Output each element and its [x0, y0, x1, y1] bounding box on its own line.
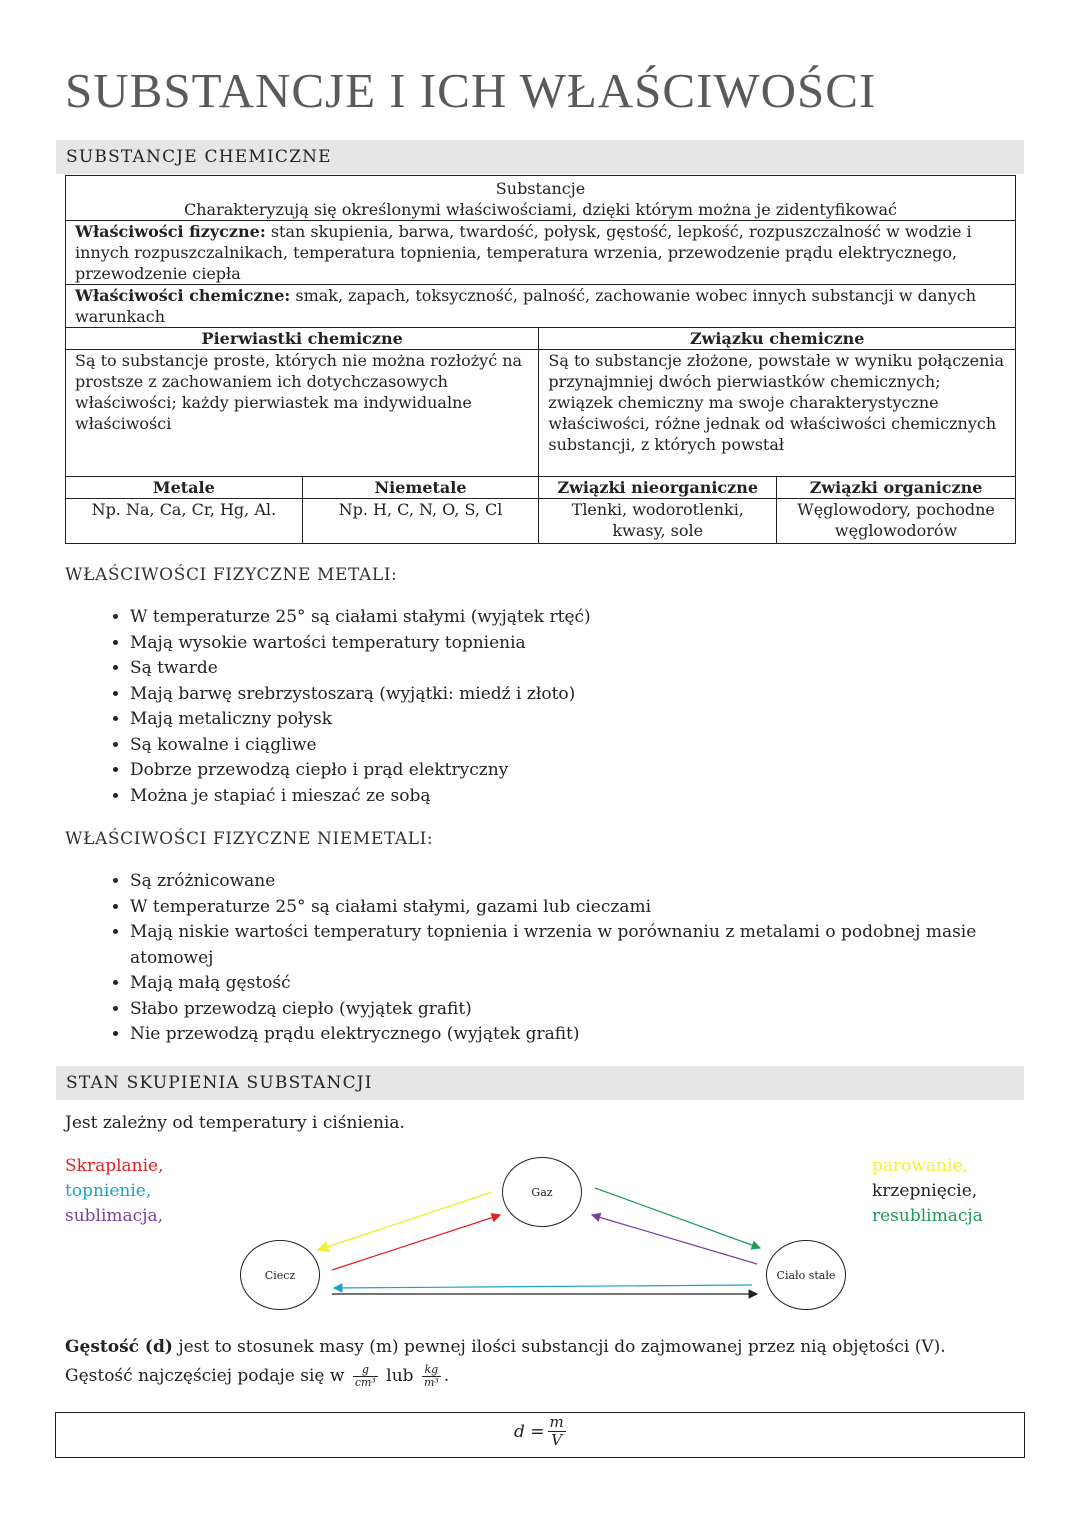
sublimation-arrow — [592, 1215, 757, 1264]
inorganic-examples: Tlenki, wodorotlenki, kwasy, sole — [539, 499, 777, 544]
unit-numerator: g — [353, 1364, 378, 1377]
solid-node: Ciało stałe — [766, 1240, 846, 1310]
nonmetals-properties-list — [90, 869, 1010, 1048]
elements-description: Są to substancje proste, których nie można rozłożyć na prostsze z zachowaniem ich dotychczasowych właściwości; każdy pierwiastek ma indywidualne właściwości — [66, 350, 539, 477]
legend-evaporation: parowanie, — [872, 1156, 968, 1176]
nonmetals-examples: Np. H, C, N, O, S, Cl — [302, 499, 539, 544]
legend-sublimation: sublimacja, — [65, 1206, 164, 1226]
physical-properties-label: Właściwości fizyczne: — [75, 222, 266, 241]
organic-heading: Związki organiczne — [777, 477, 1016, 499]
list-item: • Mają metaliczny połysk — [130, 707, 1010, 733]
metals-properties-list — [90, 605, 1010, 809]
chemical-properties-text: smak, zapach, toksyczność, palność, zachowanie wobec innych substancji w danych warunkach — [75, 286, 977, 326]
legend-resublimation: resublimacja — [872, 1206, 983, 1226]
list-item: • Można je stapiać i mieszać ze sobą — [130, 784, 1010, 810]
gas-node: Gaz — [502, 1157, 582, 1227]
legend-melting: topnienie, — [65, 1181, 152, 1201]
nonmetals-heading: Niemetale — [302, 477, 539, 499]
evaporation-arrow — [318, 1192, 492, 1250]
table-header-title: Substancje — [495, 179, 586, 198]
table-row — [66, 221, 1016, 285]
chemical-properties-cell — [66, 285, 1016, 328]
list-item: • Nie przewodzą prądu elektrycznego (wyjątek grafit) — [130, 1022, 1010, 1048]
inorganic-heading: Związki nieorganiczne — [539, 477, 777, 499]
liquid-node: Ciecz — [240, 1240, 320, 1310]
table-row — [66, 350, 1016, 477]
legend-condensation: Skraplanie, — [65, 1156, 164, 1176]
list-item: • Mają małą gęstość — [130, 971, 1010, 997]
density-or: lub — [380, 1366, 419, 1386]
table-row — [66, 499, 1016, 544]
metals-properties-heading: WŁAŚCIWOŚCI FIZYCZNE METALI: — [65, 565, 398, 585]
chemical-properties-label: Właściwości chemiczne: — [75, 286, 291, 305]
table-row — [66, 328, 1016, 350]
compounds-heading: Związku chemiczne — [539, 328, 1016, 350]
melting-arrow — [334, 1285, 752, 1288]
substances-table — [65, 175, 1016, 544]
metals-heading: Metale — [66, 477, 303, 499]
unit-g-per-cm3 — [353, 1364, 378, 1389]
section-title-state: STAN SKUPIENIA SUBSTANCJI — [66, 1073, 373, 1093]
elements-heading: Pierwiastki chemiczne — [66, 328, 539, 350]
list-item: • Są twarde — [130, 656, 1010, 682]
physical-properties-cell — [66, 221, 1016, 285]
table-header-desc: Charakteryzują się określonymi właściwościami, dzięki którym można je zidentyfikować — [184, 200, 897, 219]
condensation-arrow — [332, 1215, 500, 1270]
legend-solidification: krzepnięcie, — [872, 1181, 978, 1201]
density-term: Gęstość (d) — [65, 1337, 173, 1357]
formula-numerator: m — [549, 1413, 564, 1431]
density-formula-box — [55, 1412, 1025, 1458]
list-item: • W temperaturze 25° są ciałami stałymi, gazami lub cieczami — [130, 895, 1010, 921]
section-band-state — [56, 1066, 1024, 1100]
unit-kg-per-m3 — [422, 1364, 441, 1389]
list-item: • Słabo przewodzą ciepło (wyjątek grafit) — [130, 997, 1010, 1023]
list-item: • Są kowalne i ciągliwe — [130, 733, 1010, 759]
density-text: jest to stosunek masy (m) pewnej ilości substancji do zajmowanej przez nią objętości (V). Gęstość najczęściej podaje się w — [65, 1337, 946, 1386]
table-header-cell — [66, 176, 1016, 221]
unit-denominator: cm³ — [354, 1376, 376, 1389]
table-row — [66, 477, 1016, 499]
unit-denominator: m³ — [423, 1376, 439, 1389]
list-item: • Mają niskie wartości temperatury topnienia i wrzenia w porównaniu z metalami o podobnej masie atomowej — [130, 920, 1010, 971]
list-item: • Są zróżnicowane — [130, 869, 1010, 895]
table-row — [66, 285, 1016, 328]
physical-properties-text: stan skupienia, barwa, twardość, połysk, gęstość, lepkość, rozpuszczalność w wodzie i innych rozpuszczalnikach, temperatura topnienia, temperatura wrzenia, przewodzenie prądu elektrycznego, przewodzenie ciepła — [75, 222, 972, 283]
metals-examples: Np. Na, Ca, Cr, Hg, Al. — [66, 499, 303, 544]
compounds-description: Są to substancje złożone, powstałe w wyniku połączenia przynajmniej dwóch pierwiastków chemicznych; związek chemiczny ma swoje charakterystyczne właściwości, różne jednak od właściwości chemicznych substancji, z których powstał — [539, 350, 1016, 477]
list-item: • Mają wysokie wartości temperatury topnienia — [130, 631, 1010, 657]
organic-examples: Węglowodory, pochodne węglowodorów — [777, 499, 1016, 544]
nonmetals-properties-heading: WŁAŚCIWOŚCI FIZYCZNE NIEMETALI: — [65, 829, 434, 849]
list-item: • W temperaturze 25° są ciałami stałymi (wyjątek rtęć) — [130, 605, 1010, 631]
list-item: • Mają barwę srebrzystoszarą (wyjątki: miedź i złoto) — [130, 682, 1010, 708]
table-row — [66, 176, 1016, 221]
list-item: • Dobrze przewodzą ciepło i prąd elektryczny — [130, 758, 1010, 784]
page-title: SUBSTANCJE I ICH WŁAŚCIWOŚCI — [65, 63, 877, 118]
formula-fraction — [548, 1414, 566, 1449]
density-formula — [514, 1414, 569, 1449]
resublimation-arrow — [595, 1188, 760, 1248]
density-end: . — [443, 1366, 450, 1386]
formula-lhs: d = — [514, 1421, 545, 1442]
section-band-substances — [56, 140, 1024, 174]
unit-numerator: kg — [422, 1364, 441, 1377]
density-paragraph — [65, 1333, 1005, 1391]
formula-denominator: V — [551, 1431, 563, 1449]
section-title-substances: SUBSTANCJE CHEMICZNE — [66, 147, 332, 167]
state-intro-text: Jest zależny od temperatury i ciśnienia. — [65, 1113, 405, 1133]
